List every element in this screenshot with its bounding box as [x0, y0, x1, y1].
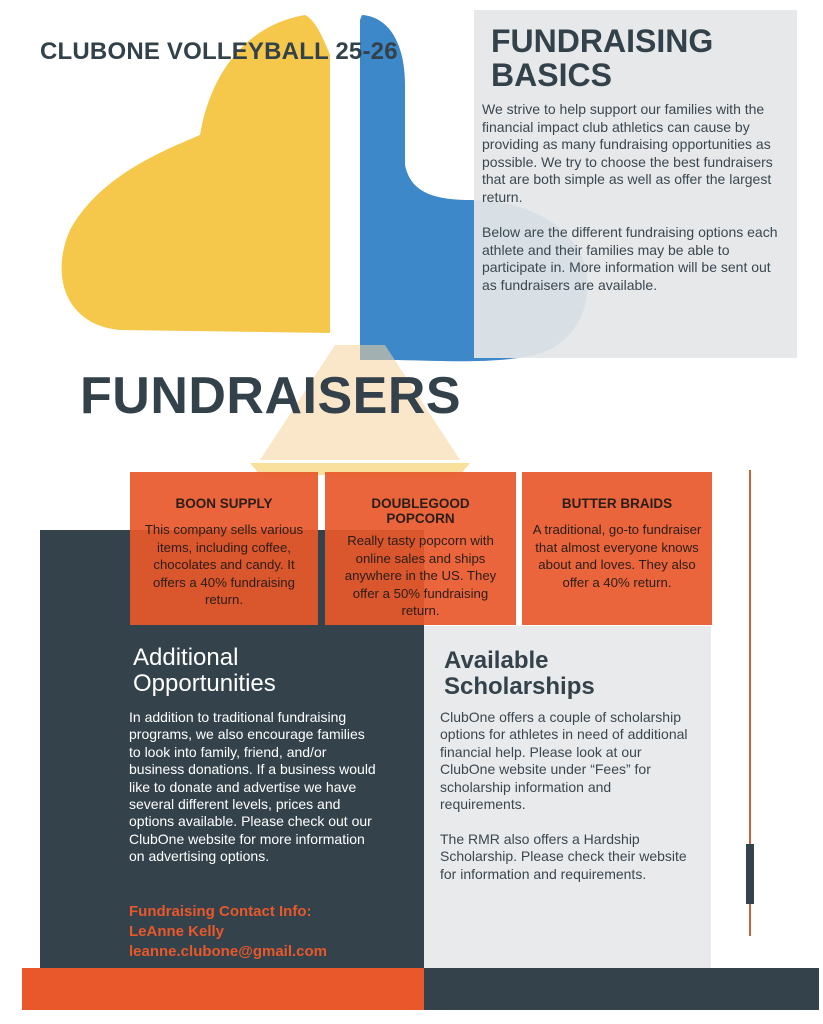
contact-label: Fundraising Contact Info: [129, 903, 312, 920]
additional-opportunities-title [133, 645, 276, 697]
club-title: CLUBONE VOLLEYBALL 25-26 [40, 38, 398, 65]
basics-title-line2: BASICS [491, 57, 612, 93]
card-title: BOON SUPPLY [175, 496, 273, 511]
footer-orange-bar [22, 968, 424, 1010]
addl-title-line1: Additional [133, 644, 239, 671]
schol-title-line1: Available [444, 647, 549, 674]
contact-email-link[interactable]: leanne.clubone@gmail.com [129, 943, 328, 960]
decorative-line-marker [746, 844, 754, 904]
additional-opportunities-body: In addition to traditional fundraising programs, we also encourage families to look into family, friend, and/or business donations. If a business would like to donate and advertise we have several different levels, prices and options available. Please check out our ClubOne website for more information on advertising options. [129, 709, 376, 865]
fundraiser-card-doublegood-popcorn [325, 472, 516, 625]
fundraising-basics-title [491, 24, 791, 92]
card-body: This company sells various items, including coffee, chocolates and candy. It offers a 40% fundraising return. [144, 522, 304, 607]
fundraising-basics-body [482, 101, 782, 312]
scholarships-body [440, 709, 690, 900]
basics-title-line1: FUNDRAISING [491, 23, 714, 59]
basics-paragraph-2: Below are the different fundraising options each athlete and their families may be able to participate in. More information will be sent out as fundraisers are available. [482, 224, 778, 293]
schol-paragraph-2: The RMR also offers a Hardship Scholarship. Please check their website for information and requirements. [440, 830, 687, 882]
card-title: DOUBLEGOOD POPCORN [371, 496, 470, 526]
schol-title-line2: Scholarships [444, 673, 595, 700]
scholarships-title [444, 648, 595, 700]
fundraisers-heading: FUNDRAISERS [80, 367, 462, 425]
footer-dark-bar [424, 968, 819, 1010]
card-body: A traditional, go-to fundraiser that almost everyone knows about and loves. They also offer a 40% return. [532, 522, 702, 590]
fundraiser-card-butter-braids [522, 472, 712, 625]
addl-title-line2: Opportunities [133, 670, 276, 697]
contact-name: LeAnne Kelly [129, 923, 225, 940]
card-body: Really tasty popcorn with online sales and ships anywhere in the US. They offer a 50% fundraising return. [344, 533, 497, 618]
fundraiser-card-boon-supply [130, 472, 318, 625]
card-title: BUTTER BRAIDS [561, 496, 673, 511]
basics-paragraph-1: We strive to help support our families with the financial impact club athletics can cause by providing as many fundraising opportunities as possible. We try to choose the best fundraisers that are both simple as well as offer the largest return. [482, 101, 773, 205]
schol-paragraph-1: ClubOne offers a couple of scholarship options for athletes in need of additional financial help. Please look at our ClubOne website under “Fees” for scholarship information and requirements. [440, 709, 688, 813]
